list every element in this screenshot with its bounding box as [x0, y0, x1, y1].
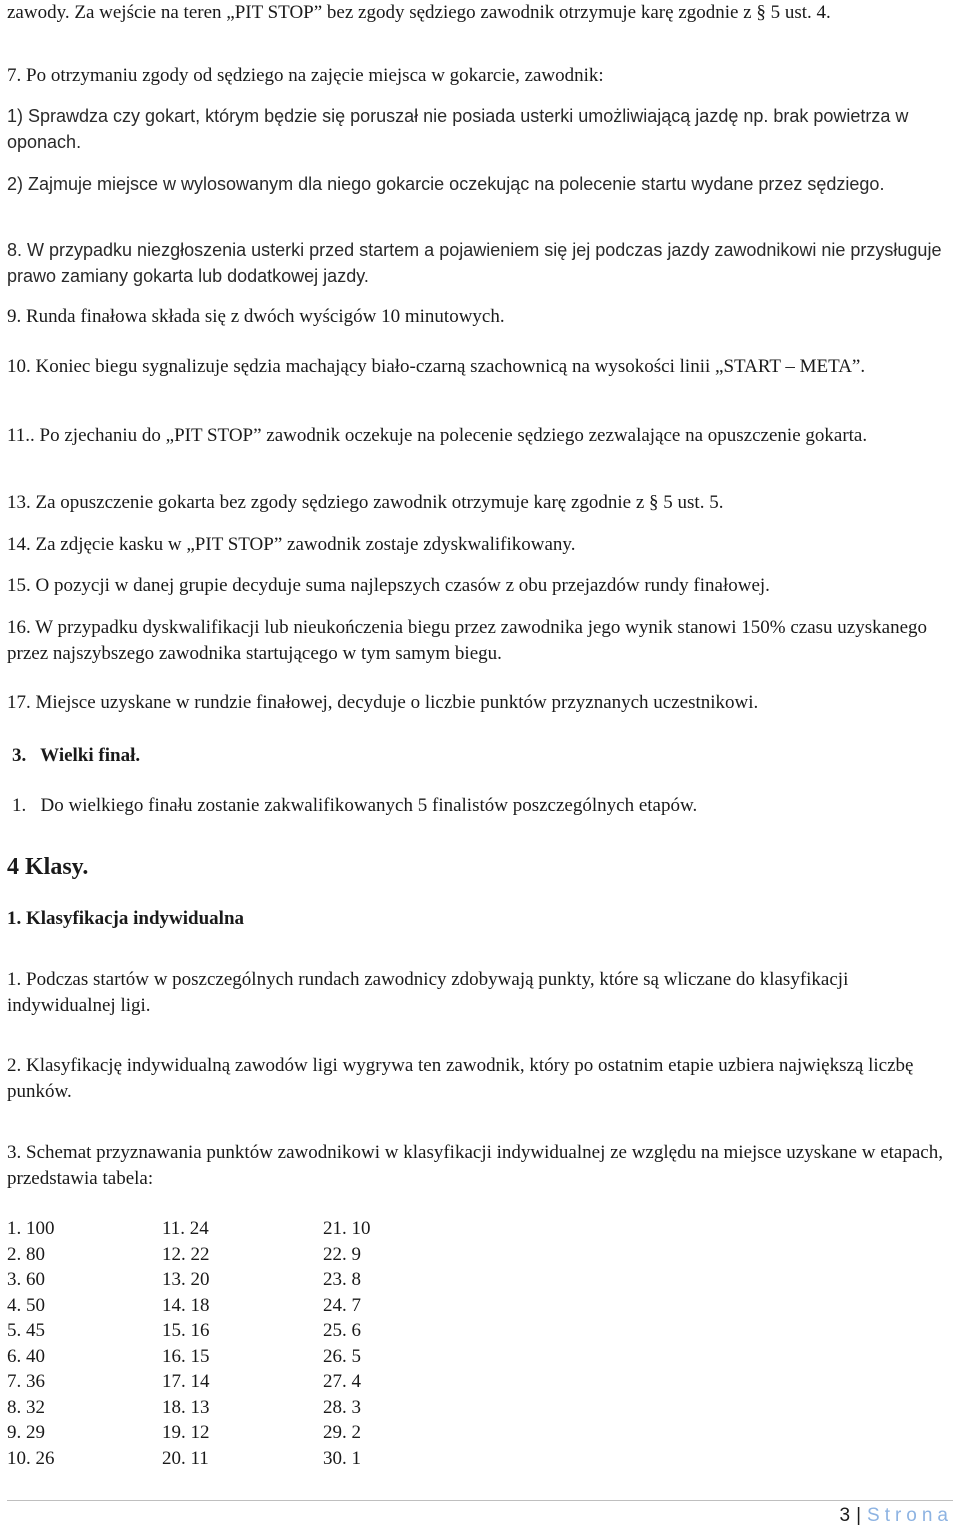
points-cell: 28. 3: [323, 1396, 361, 1418]
paragraph-7-2: 2) Zajmuje miejsce w wylosowanym dla niego gokarcie oczekując na polecenie startu wydane przez sędziego.: [7, 174, 885, 194]
points-cell: 3. 60: [7, 1269, 45, 1290]
points-cell: 25. 6: [323, 1320, 361, 1341]
paragraph-16: 16. W przypadku dyskwalifikacji lub nieukończenia biegu przez zawodnika jego wynik stanowi 150% czasu uzyskanego przez najszybszego zawodnika startującego w tym samym biegu.: [7, 617, 927, 664]
points-cell: 20. 11: [162, 1447, 209, 1469]
points-cell: 17. 14: [162, 1371, 210, 1392]
footer-separator: |: [856, 1505, 862, 1526]
paragraph-15: 15. O pozycji w danej grupie decyduje suma najlepszych czasów z obu przejazdów rundy finałowej.: [7, 575, 770, 596]
points-cell: 7. 36: [7, 1371, 45, 1392]
points-row: [7, 1395, 443, 1421]
points-cell: 27. 4: [323, 1371, 361, 1392]
points-cell: 16. 15: [162, 1345, 210, 1367]
points-cell: 5. 45: [7, 1320, 45, 1341]
points-cell: 21. 10: [323, 1218, 371, 1239]
points-cell: 13. 20: [162, 1269, 210, 1290]
points-row: [7, 1318, 443, 1344]
paragraph-klasyfikacja-3: 3. Schemat przyznawania punktów zawodnikowi w klasyfikacji indywidualnej ze względu na miejsce uzyskane w etapach, przedstawia tabela:: [7, 1142, 943, 1189]
page-footer: [840, 1505, 954, 1527]
points-row: [7, 1446, 443, 1472]
paragraph-7: 7. Po otrzymaniu zgody od sędziego na zajęcie miejsca w gokarcie, zawodnik:: [7, 65, 604, 86]
paragraph-14: 14. Za zdjęcie kasku w „PIT STOP” zawodnik zostaje zdyskwalifikowany.: [7, 534, 576, 555]
points-cell: 14. 18: [162, 1294, 210, 1316]
points-cell: 26. 5: [323, 1345, 361, 1367]
points-row: [7, 1344, 443, 1370]
points-row: [7, 1267, 443, 1293]
points-row: [7, 1369, 443, 1395]
section-heading-wielki-final: 3. Wielki finał.: [12, 745, 141, 766]
points-cell: 15. 16: [162, 1320, 210, 1341]
paragraph-klasyfikacja-1: 1. Podczas startów w poszczególnych rundach zawodnicy zdobywają punkty, które są wliczane do klasyfikacji indywidualnej ligi.: [7, 969, 849, 1016]
points-cell: 19. 12: [162, 1422, 210, 1443]
points-cell: 6. 40: [7, 1345, 45, 1367]
points-cell: 1. 100: [7, 1218, 55, 1239]
paragraph-9: 9. Runda finałowa składa się z dwóch wyścigów 10 minutowych.: [7, 306, 505, 327]
paragraph-pit-stop-penalty: zawody. Za wejście na teren „PIT STOP” bez zgody sędziego zawodnik otrzymuje karę zgodnie z § 5 ust. 4.: [7, 2, 831, 23]
subsection-heading-klasyfikacja: 1. Klasyfikacja indywidualna: [7, 908, 245, 929]
page-number: 3: [839, 1505, 851, 1526]
points-cell: 23. 8: [323, 1269, 361, 1290]
points-row: [7, 1420, 443, 1446]
points-cell: 10. 26: [7, 1447, 55, 1469]
points-cell: 22. 9: [323, 1243, 361, 1265]
paragraph-10: 10. Koniec biegu sygnalizuje sędzia machający biało-czarną szachownicą na wysokości linii „START – META”.: [7, 356, 866, 377]
points-cell: 24. 7: [323, 1294, 361, 1316]
paragraph-7-1: 1) Sprawdza czy gokart, którym będzie się poruszał nie posiada usterki umożliwiającą jazdę np. brak powietrza w oponach.: [7, 106, 909, 152]
paragraph-13: 13. Za opuszczenie gokarta bez zgody sędziego zawodnik otrzymuje karę zgodnie z § 5 ust. 5.: [7, 492, 724, 513]
points-cell: 8. 32: [7, 1396, 45, 1418]
points-cell: 11. 24: [162, 1218, 209, 1239]
points-cell: 4. 50: [7, 1294, 45, 1316]
points-table: [7, 1216, 443, 1471]
points-cell: 30. 1: [323, 1447, 361, 1469]
points-cell: 12. 22: [162, 1243, 210, 1265]
points-cell: 9. 29: [7, 1422, 45, 1443]
footer-page-label: Strona: [867, 1505, 953, 1526]
paragraph-final-1: 1. Do wielkiego finału zostanie zakwalifikowanych 5 finalistów poszczególnych etapów.: [12, 795, 698, 816]
points-row: [7, 1216, 443, 1242]
paragraph-11: 11.. Po zjechaniu do „PIT STOP” zawodnik oczekuje na polecenie sędziego zezwalające na opuszczenie gokarta.: [7, 425, 868, 446]
section-heading-klasy: 4 Klasy.: [7, 854, 89, 880]
points-cell: 2. 80: [7, 1243, 45, 1265]
paragraph-klasyfikacja-2: 2. Klasyfikację indywidualną zawodów ligi wygrywa ten zawodnik, który po ostatnim etapie uzbiera największą liczbę punków.: [7, 1055, 914, 1102]
points-row: [7, 1242, 443, 1268]
paragraph-17: 17. Miejsce uzyskane w rundzie finałowej, decyduje o liczbie punktów przyznanych uczestnikowi.: [7, 692, 759, 713]
footer-divider: [7, 1500, 953, 1501]
points-cell: 29. 2: [323, 1422, 361, 1443]
paragraph-8: 8. W przypadku niezgłoszenia usterki przed startem a pojawieniem się jej podczas jazdy zawodnikowi nie przysługuje prawo zamiany gokarta lub dodatkowej jazdy.: [7, 240, 942, 286]
points-row: [7, 1293, 443, 1319]
points-cell: 18. 13: [162, 1396, 210, 1418]
